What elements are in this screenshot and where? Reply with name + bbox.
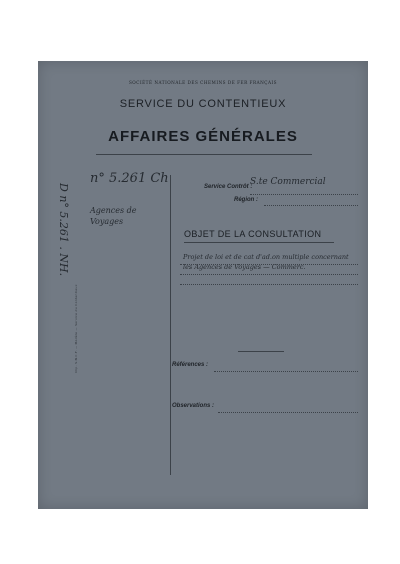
- side-dossier-number: D n° 5.261 . NH.: [57, 183, 70, 277]
- objet-underline: [184, 242, 334, 243]
- service-value: S.te Commercial: [250, 177, 326, 187]
- objet-end-rule: [238, 351, 284, 352]
- objet-heading: OBJET DE LA CONSULTATION: [184, 229, 322, 239]
- subject-handwritten: Agences de Voyages: [90, 206, 137, 226]
- society-name: SOCIÉTÉ NATIONALE DES CHEMINS DE FER FRANÇAIS: [128, 80, 278, 85]
- printer-imprint: Imp. S.N.C.F. — Modèle — Service du Contentieux: [74, 284, 78, 373]
- column-divider: [170, 175, 171, 475]
- references-label: Références :: [172, 362, 209, 368]
- objet-dotted-line-1: [180, 264, 358, 265]
- header-divider: [96, 154, 312, 155]
- section-title: AFFAIRES GÉNÉRALES: [108, 128, 298, 145]
- document-folder: [38, 61, 368, 509]
- region-label: Région :: [234, 197, 258, 203]
- dossier-number: n° 5.261 Ch: [90, 171, 169, 186]
- service-title: SERVICE DU CONTENTIEUX: [119, 98, 287, 110]
- observations-label: Observations :: [172, 403, 215, 409]
- objet-dotted-line-3: [180, 284, 358, 285]
- service-dotted-line: [250, 194, 358, 195]
- service-label: Service Contrôt :: [204, 184, 253, 190]
- references-dotted-line: [214, 371, 358, 372]
- region-dotted-line: [264, 205, 358, 206]
- objet-dotted-line-2: [180, 274, 358, 275]
- objet-handwritten: Projet de loi et de cat d'ad.on multiple concernant les Agences de Voyages — Commerc.: [183, 253, 349, 271]
- observations-dotted-line: [218, 412, 358, 413]
